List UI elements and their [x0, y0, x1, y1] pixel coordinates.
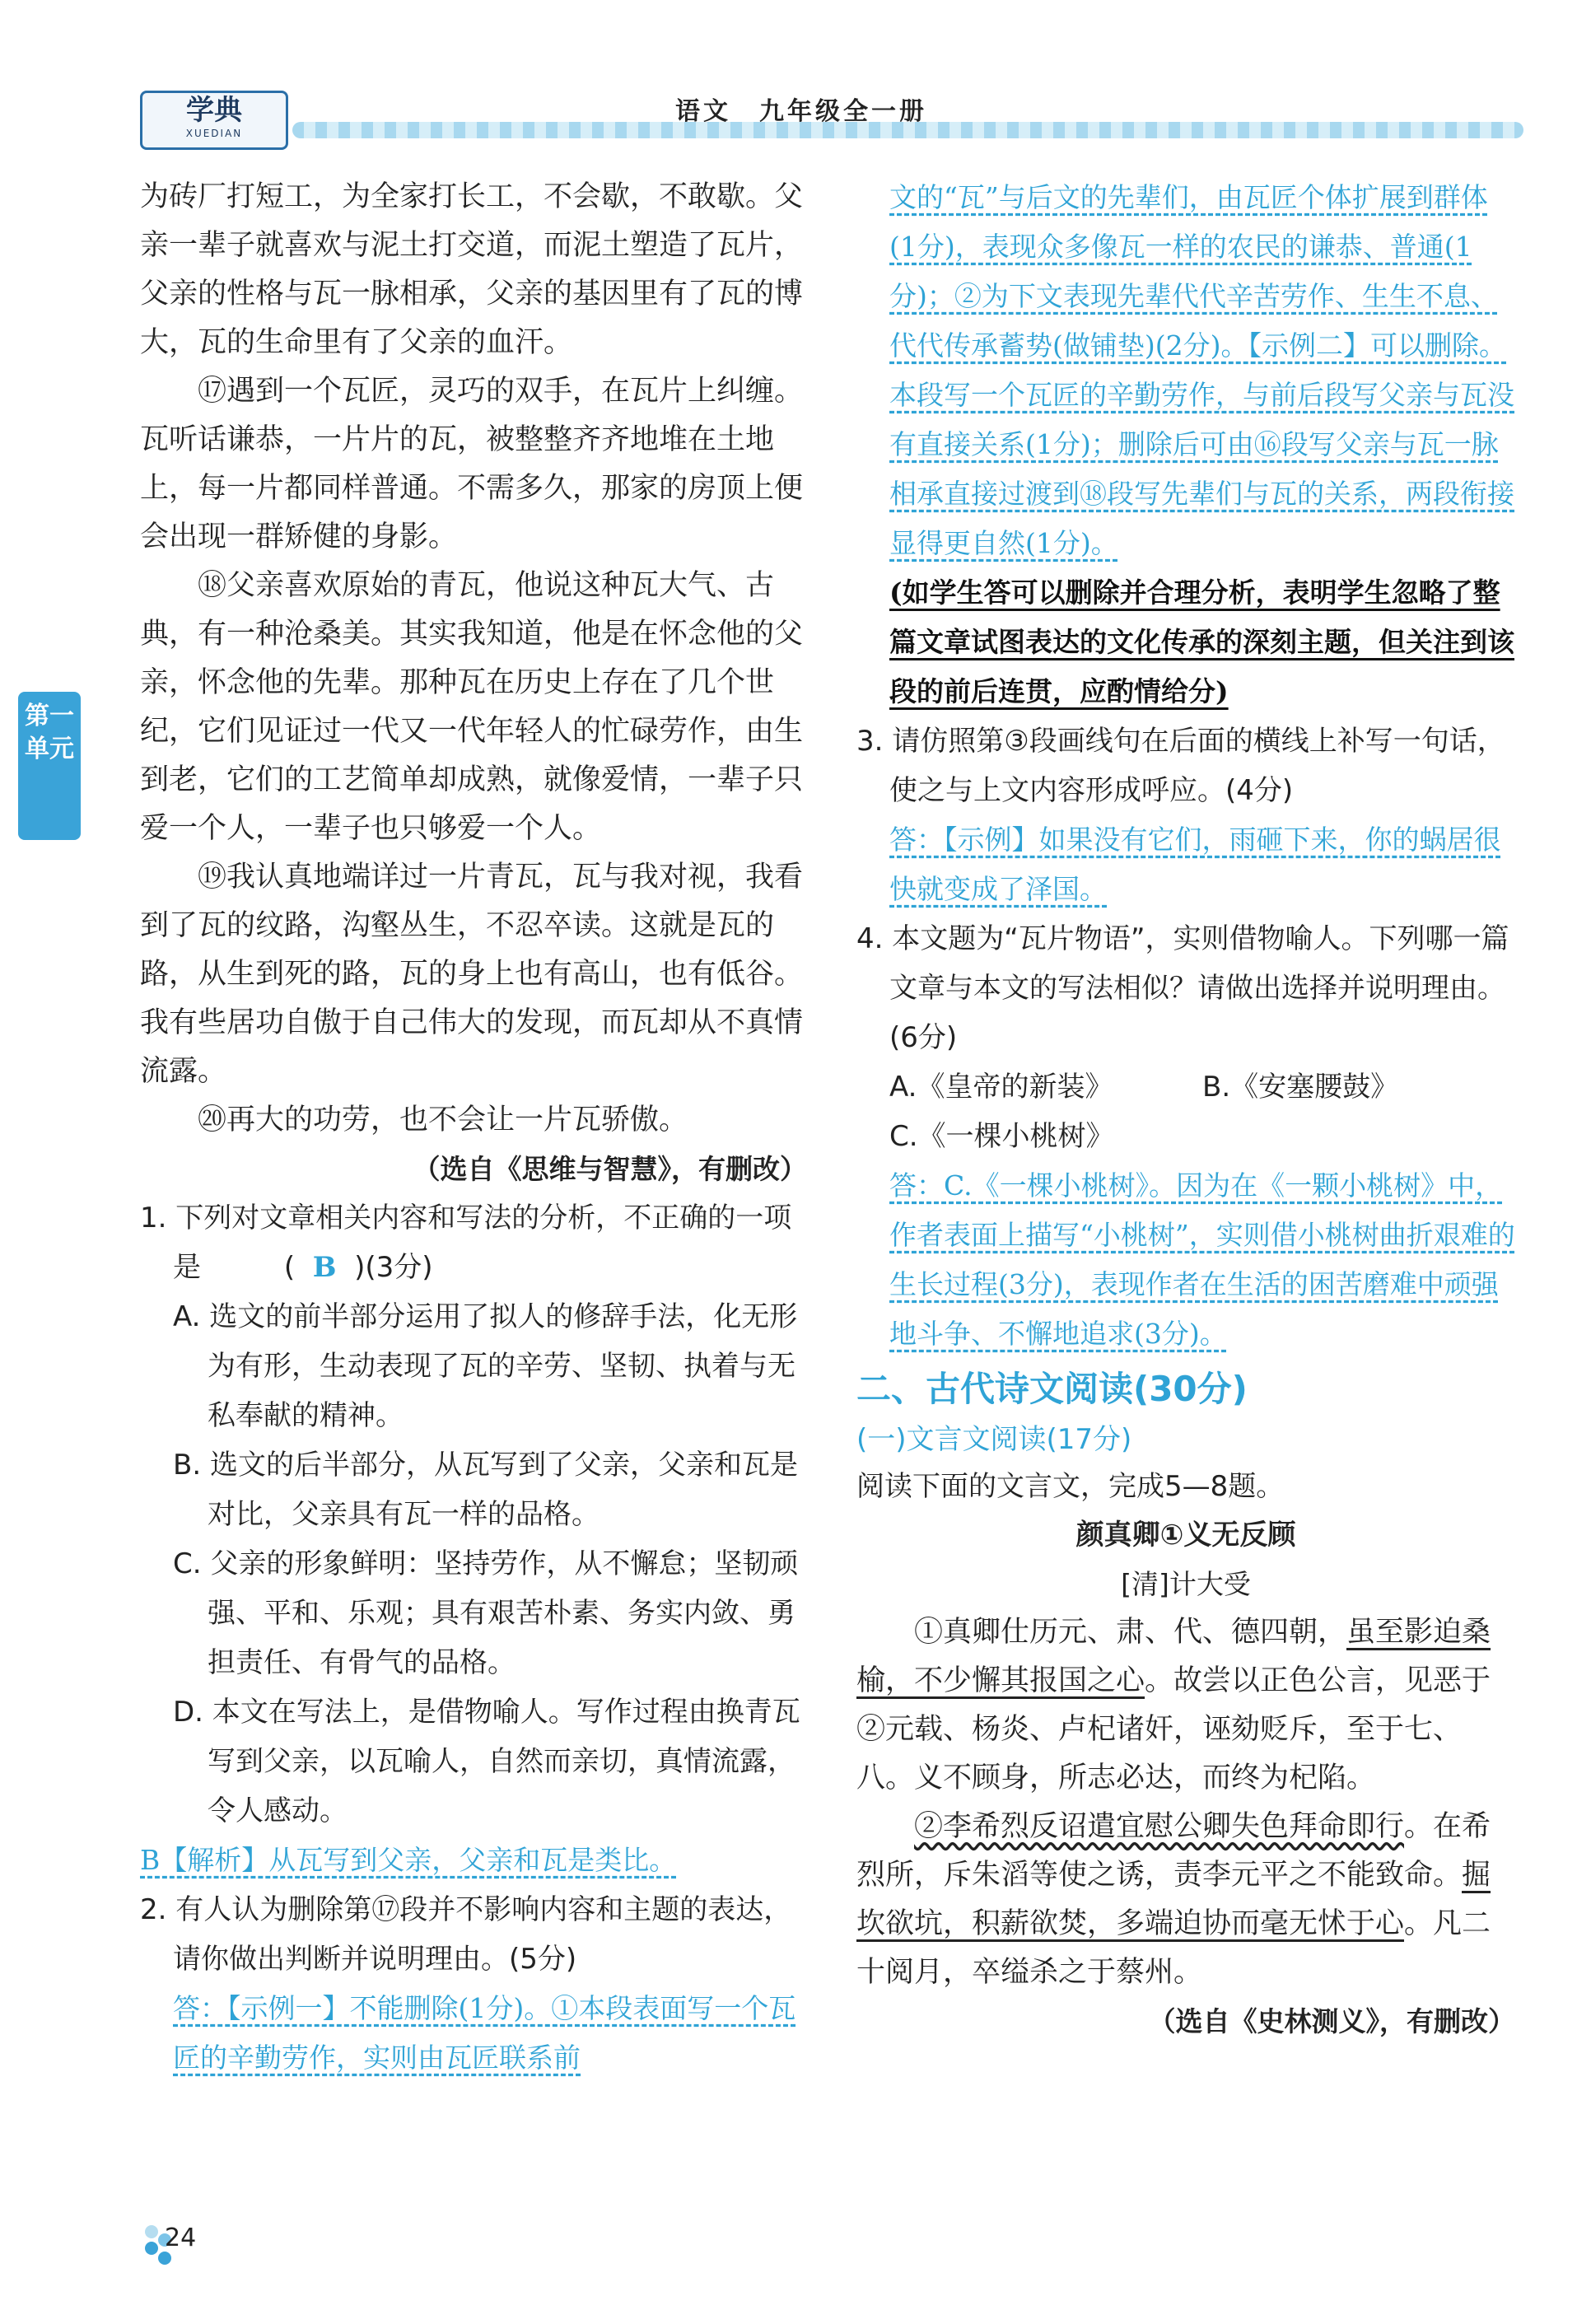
- logo-main-text: 学典: [186, 94, 242, 127]
- passage-paragraph-19: ⑲我认真地端详过一片青瓦，瓦与我对视，我看到了瓦的纹路，沟壑丛生，不忍卒读。这就是瓦的路，从生到死的路，瓦的身上也有高山，也有低谷。我有些居功自傲于自己伟大的发现，而瓦却从不真情流露。: [140, 861, 804, 1088]
- question-1-option-a: A. 选文的前半部分运用了拟人的修辞手法，化无形为有形，生动表现了瓦的辛劳、坚韧、执着与无私奉献的精神。: [173, 1300, 798, 1432]
- question-1-score: (3分): [365, 1251, 433, 1284]
- page-header: [140, 91, 1523, 156]
- question-1-option-d: D. 本文在写法上，是借物喻人。写作过程由换青瓦写到父亲，以瓦喻人，自然而亲切，真情流露，令人感动。: [173, 1696, 800, 1827]
- question-4-options: [856, 1062, 1515, 1112]
- passage-paragraph-17: ⑰遇到一个瓦匠，灵巧的双手，在瓦片上纠缠。瓦听话谦恭，一片片的瓦，被整整齐齐地堆在土地上，每一片都同样普通。不需多久，那家的房顶上便会出现一群矫健的身影。: [140, 375, 804, 553]
- classical-text-title: 颜真卿①义无反顾: [1075, 1519, 1296, 1552]
- passage-paragraph-18: ⑱父亲喜欢原始的青瓦，他说这种瓦大气、古典，有一种沧桑美。其实我知道，他是在怀念他的父亲，怀念他的先辈。那种瓦在历史上存在了几个世纪，它们见证过一代又一代年轻人的忙碌劳作，由生到老，它们的工艺简单却成熟，就像爱情，一辈子只爱一个人，一辈子也只够爱一个人。: [140, 569, 804, 845]
- publisher-logo: [140, 91, 288, 150]
- unit-side-tab: 第一单元: [18, 692, 81, 840]
- question-4-stem: 4. 本文题为“瓦片物语”，实则借物喻人。下列哪一篇文章与本文的写法相似？请做出选择并说明理由。(6分): [856, 922, 1509, 1054]
- underlined-sentence-2: 掘坎欲坑，积薪欲焚，多端迫协而毫无怵于心: [856, 1859, 1491, 1940]
- subsection-heading: (一)文言文阅读(17分): [856, 1423, 1132, 1456]
- section-2-heading: 二、古代诗文阅读(30分): [856, 1369, 1248, 1409]
- classical-paragraph-1: ①真卿仕历元、肃、代、德四朝，虽至影迫桑榆，不少懈其报国之心。故尝以正色公言，见恶于②元载、杨炎、卢杞诸奸，诬劾贬斥，至于七、八。义不顾身，所志必达，而终为杞陷。: [856, 1616, 1491, 1794]
- question-4-option-c: C.《一棵小桃树》: [889, 1120, 1114, 1153]
- question-1-stem: 1. 下列对文章相关内容和写法的分析，不正确的一项是: [140, 1202, 792, 1284]
- question-4-option-b: B.《安塞腰鼓》: [1202, 1071, 1399, 1104]
- passage-source: （选自《思维与智慧》，有删改）: [413, 1153, 807, 1185]
- classical-text-author: [清]计大受: [1121, 1568, 1251, 1600]
- question-1-option-b: B. 选文的后半部分，从瓦写到了父亲，父亲和瓦是对比，父亲具有瓦一样的品格。: [173, 1449, 798, 1531]
- passage-paragraph-20: ⑳再大的功劳，也不会让一片瓦骄傲。: [198, 1104, 688, 1136]
- question-1-option-c: C. 父亲的形象鲜明：坚持劳作，从不懈怠；坚韧顽强、平和、乐观；具有艰苦朴素、务实内敛、勇担责任、有骨气的品格。: [173, 1547, 799, 1679]
- left-column: [140, 173, 807, 2083]
- right-column: [856, 173, 1515, 2046]
- question-2-stem: 2. 有人认为删除第⑰段并不影响内容和主题的表达，请你做出判断并说明理由。(5分): [140, 1893, 792, 1976]
- question-4-answer: 答：C.《一棵小桃树》。因为在《一颗小桃树》中，作者表面上描写“小桃树”，实则借小桃树曲折艰难的生长过程(3分)，表现作者在生活的困苦磨难中顽强地斗争、不懈地追求(3分)。: [889, 1169, 1515, 1350]
- reading-instruction: 阅读下面的文言文，完成5—8题。: [856, 1470, 1285, 1503]
- passage-paragraph-16-end: 为砖厂打短工，为全家打长工，不会歇，不敢歇。父亲一辈子就喜欢与泥土打交道，而泥土塑造了瓦片，父亲的性格与瓦一脉相承，父亲的基因里有了瓦的博大，瓦的生命里有了父亲的血汗。: [140, 180, 804, 359]
- underlined-sentence-1: 虽至影迫桑榆，不少懈其报国之心: [856, 1616, 1491, 1697]
- question-1: 1. 下列对文章相关内容和写法的分析，不正确的一项是 ( B )(3分): [140, 1202, 792, 1284]
- question-1-answer: B: [312, 1251, 337, 1284]
- question-2-answer-part2: 文的“瓦”与后文的先辈们，由瓦匠个体扩展到群体(1分)，表现众多像瓦一样的农民的谦恭、普通(1分)；②为下文表现先辈代代辛苦劳作、生生不息、代代传承蓄势(做铺垫)(2分)。【示例二】可以删除。本段写一个瓦匠的辛勤劳作，与前后段写父亲与瓦没有直接关系(1分)；删除后可由⑯段写父亲与瓦一脉相承直接过渡到⑱段写先辈们与瓦的关系，两段衔接显得更自然(1分)。: [889, 181, 1514, 559]
- classical-paragraph-2: ②李希烈反诏遣宜慰公卿失色拜命即行。在希烈所，斥朱滔等使之诱，责李元平之不能致命。掘坎欲坑，积薪欲焚，多端迫协而毫无怵于心。凡二十阅月，卒缢杀之于蔡州。: [856, 1810, 1491, 1989]
- question-1-analysis: B【解析】从瓦写到父亲，父亲和瓦是类比。: [140, 1844, 677, 1876]
- book-title: 语文 九年级全一册: [675, 97, 927, 126]
- question-3-stem: 3. 请仿照第③段画线句在后面的横线上补写一句话，使之与上文内容形成呼应。(4分): [856, 725, 1505, 807]
- question-2-answer-part1: 答：【示例一】不能删除(1分)。①本段表面写一个瓦匠的辛勤劳作，实则由瓦匠联系前: [173, 1992, 796, 2074]
- logo-sub-text: XUEDIAN: [185, 128, 243, 139]
- wavy-underlined-sentence: ②李希烈反诏遣宜慰公卿失色拜命即行: [914, 1810, 1405, 1843]
- question-3-answer: 答：【示例】如果没有它们，雨砸下来，你的蜗居很快就变成了泽国。: [889, 824, 1501, 905]
- question-2-grading-note: (如学生答可以删除并合理分析，表明学生忽略了整篇文章试图表达的文化传承的深刻主题，但关注到该段的前后连贯，应酌情给分): [889, 576, 1514, 707]
- classical-text-source: （选自《史林测义》，有删改）: [1148, 2005, 1515, 2037]
- page-number: 24: [165, 2224, 197, 2252]
- question-4-options-row2: [856, 1112, 1515, 1161]
- question-4-option-a: A.《皇帝的新装》: [889, 1071, 1113, 1104]
